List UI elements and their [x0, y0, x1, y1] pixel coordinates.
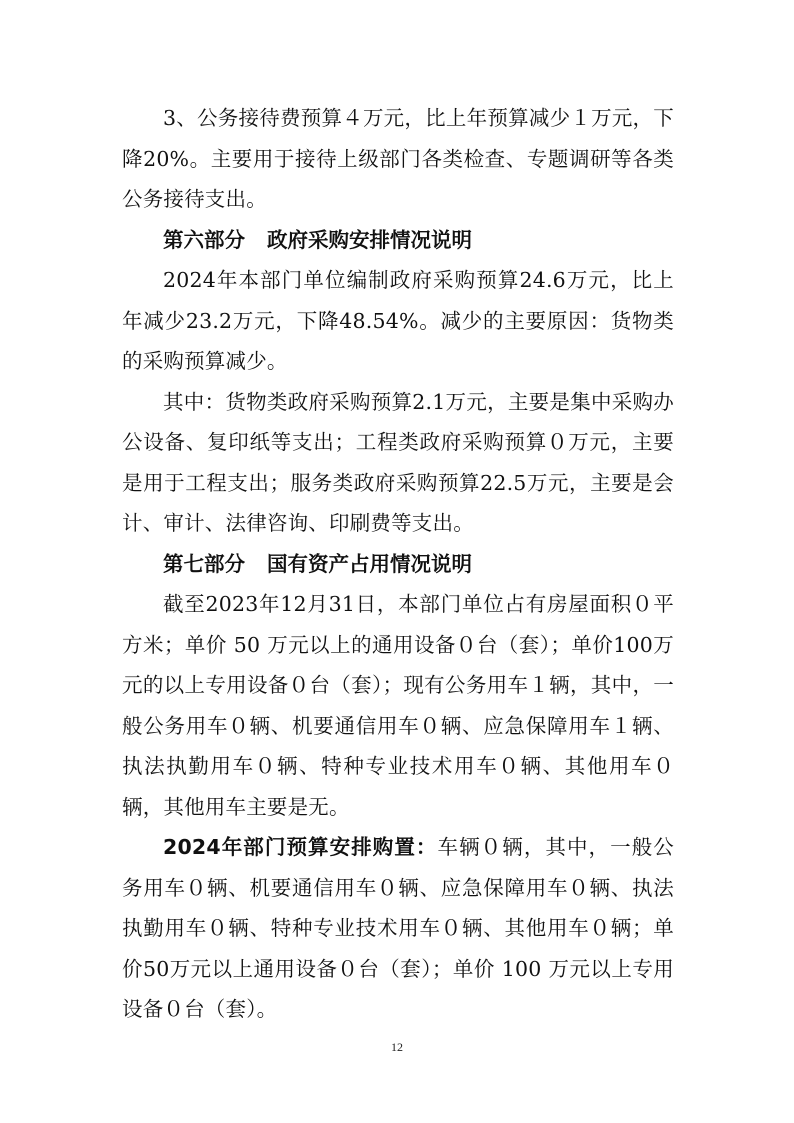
section-6-heading — [122, 220, 674, 261]
paragraph-procurement-detail: 其中：货物类政府采购预算2.1万元，主要是集中采购办公设备、复印纸等支出；工程类政府采购预算０万元，主要是用于工程支出；服务类政府采购预算22.5万元，主要是会计、审计、法律咨询、印刷费等支出。 — [122, 389, 674, 535]
section-7-number: 第七部分 — [163, 551, 245, 576]
document-body — [122, 98, 674, 1030]
paragraph-purchase-plan — [122, 827, 674, 1030]
paragraph-state-assets: 截至2023年12月31日，本部门单位占有房屋面积０平方米；单价 50 万元以上的通用设备０台（套）；单价100万元的以上专用设备０台（套）；现有公务用车１辆，其中，一般公务用车０辆、机要通信用车０辆、应急保障用车１辆、执法执勤用车０辆、特种专业技术用车０辆、其他用车０辆，其他用车主要是无。 — [122, 592, 674, 819]
section-6-number: 第六部分 — [163, 227, 245, 252]
section-7-title: 国有资产占用情况说明 — [267, 551, 472, 576]
page-number: 12 — [391, 1040, 403, 1054]
purchase-plan-lead: 2024年部门预算安排购置： — [163, 835, 438, 859]
section-7-heading — [122, 544, 674, 585]
purchase-plan-text: 车辆０辆，其中，一般公务用车０辆、机要通信用车０辆、应急保障用车０辆、执法执勤用车０辆、特种专业技术用车０辆、其他用车０辆；单价50万元以上通用设备０台（套）；单价 100 万元以上专用设备０台（套）。 — [122, 835, 674, 1021]
paragraph-reception-expense: 3、公务接待费预算４万元，比上年预算减少１万元，下降20%。主要用于接待上级部门各类检查、专题调研等各类公务接待支出。 — [122, 106, 674, 211]
paragraph-procurement-budget: 2024年本部门单位编制政府采购预算24.6万元，比上年减少23.2万元，下降48.54%。减少的主要原因：货物类的采购预算减少。 — [122, 268, 674, 373]
section-6-title: 政府采购安排情况说明 — [267, 227, 472, 252]
